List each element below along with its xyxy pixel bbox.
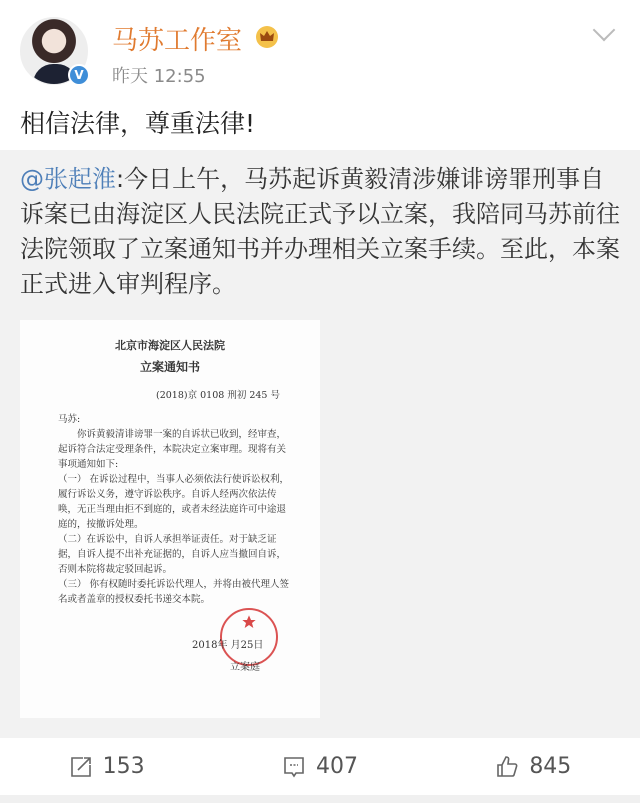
vip-crown-icon xyxy=(256,26,278,48)
like-count: 845 xyxy=(529,754,572,779)
comment-icon xyxy=(282,755,306,779)
retweet-block[interactable] xyxy=(0,150,640,738)
doc-addressee: 马苏: xyxy=(58,414,81,425)
doc-court: 北京市海淀区人民法院 xyxy=(115,339,225,352)
doc-paragraph: （二）在诉讼中，自诉人承担举证责任。对于缺乏证据，自诉人提不出补充证据的，自诉人应当撤回自诉，否则本院将裁定驳回起诉。 xyxy=(58,534,287,575)
retweet-text xyxy=(20,162,625,302)
repost-icon xyxy=(69,755,93,779)
mention-link[interactable]: @张起淮 xyxy=(20,165,116,193)
post-text: 相信法律，尊重法律! xyxy=(20,109,256,138)
like-button[interactable] xyxy=(427,738,640,795)
doc-date: 2018年 月25日 xyxy=(192,640,264,651)
document-image[interactable] xyxy=(20,320,320,718)
retweet-body: :今日上午，马苏起诉黄毅清涉嫌诽谤罪刑事自诉案已由海淀区人民法院正式予以立案，我陪同马苏前往法院领取了立案通知书并办理相关立案手续。至此，本案正式进入审判程序。 xyxy=(20,165,620,298)
comment-count: 407 xyxy=(315,754,358,779)
doc-signoff: 立案庭 xyxy=(230,662,260,673)
action-bar xyxy=(0,738,640,795)
chevron-down-icon[interactable] xyxy=(593,19,616,42)
court-seal-icon xyxy=(220,608,278,666)
thumbs-up-icon xyxy=(495,755,519,779)
comment-button[interactable] xyxy=(213,738,426,795)
author-name[interactable]: 马苏工作室 xyxy=(112,26,243,56)
repost-count: 153 xyxy=(102,754,145,779)
doc-paragraph: （三） 你有权随时委托诉讼代理人，并将由被代理人签名或者盖章的授权委托书递交本院。 xyxy=(58,579,290,605)
doc-paragraph: （一） 在诉讼过程中，当事人必须依法行使诉讼权利，履行诉讼义务，遵守诉讼秩序。自诉人经两次依法传唤，无正当理由拒不到庭的，或者未经法庭许可中途退庭的，按撤诉处理。 xyxy=(58,474,290,530)
doc-title: 立案通知书 xyxy=(139,360,200,374)
post-time: 昨天 12:55 xyxy=(112,66,206,87)
verified-badge-icon: V xyxy=(68,64,90,86)
doc-paragraph: 你诉黄毅清诽谤罪一案的自诉状已收到，经审查，起诉符合法定受理条件，本院决定立案审理。现将有关事项通知如下: xyxy=(58,429,287,470)
repost-button[interactable] xyxy=(0,738,213,795)
post-header xyxy=(0,0,640,100)
doc-number: (2018)京 0108 刑初 245 号 xyxy=(156,390,280,401)
bottom-divider xyxy=(0,795,640,803)
